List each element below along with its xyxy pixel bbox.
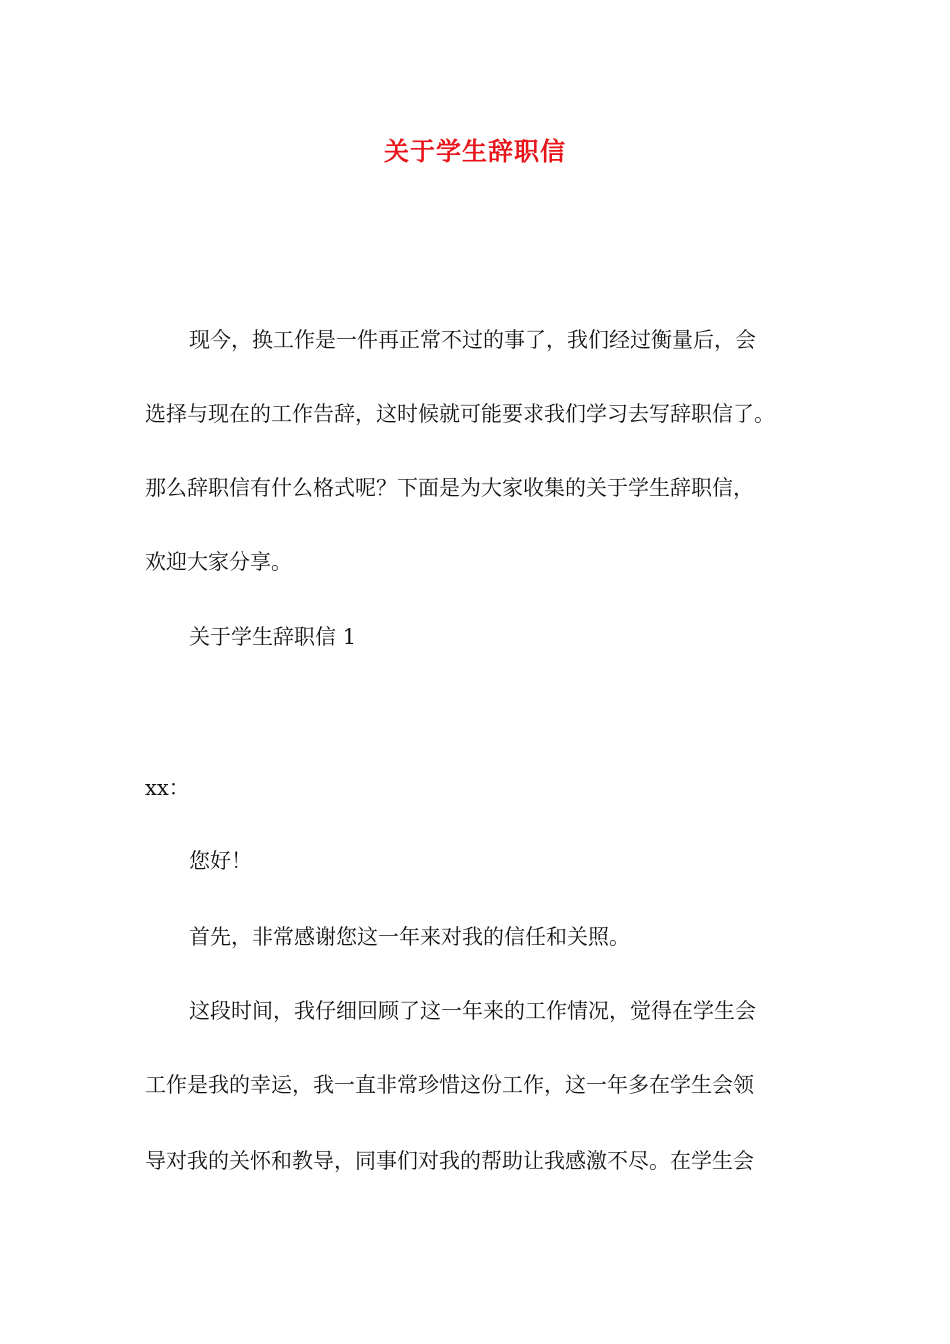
document-title: 关于学生辞职信 (383, 137, 566, 166)
intro-line-1: 现今，换工作是一件再正常不过的事了，我们经过衡量后，会 (189, 328, 756, 352)
section-heading: 关于学生辞职信 1 (189, 625, 357, 649)
intro-line-4: 欢迎大家分享。 (145, 550, 292, 574)
salutation: xx： (145, 776, 190, 800)
greeting: 您好！ (189, 849, 252, 873)
body-line-2: 工作是我的幸运，我一直非常珍惜这份工作，这一年多在学生会领 (145, 1073, 754, 1097)
intro-line-3: 那么辞职信有什么格式呢？下面是为大家收集的关于学生辞职信， (145, 476, 754, 500)
thanks-line: 首先，非常感谢您这一年来对我的信任和关照。 (189, 925, 630, 949)
body-line-3: 导对我的关怀和教导，同事们对我的帮助让我感激不尽。在学生会 (145, 1149, 754, 1173)
body-line-1: 这段时间，我仔细回顾了这一年来的工作情况，觉得在学生会 (189, 999, 756, 1023)
intro-line-2: 选择与现在的工作告辞，这时候就可能要求我们学习去写辞职信了。 (145, 402, 775, 426)
